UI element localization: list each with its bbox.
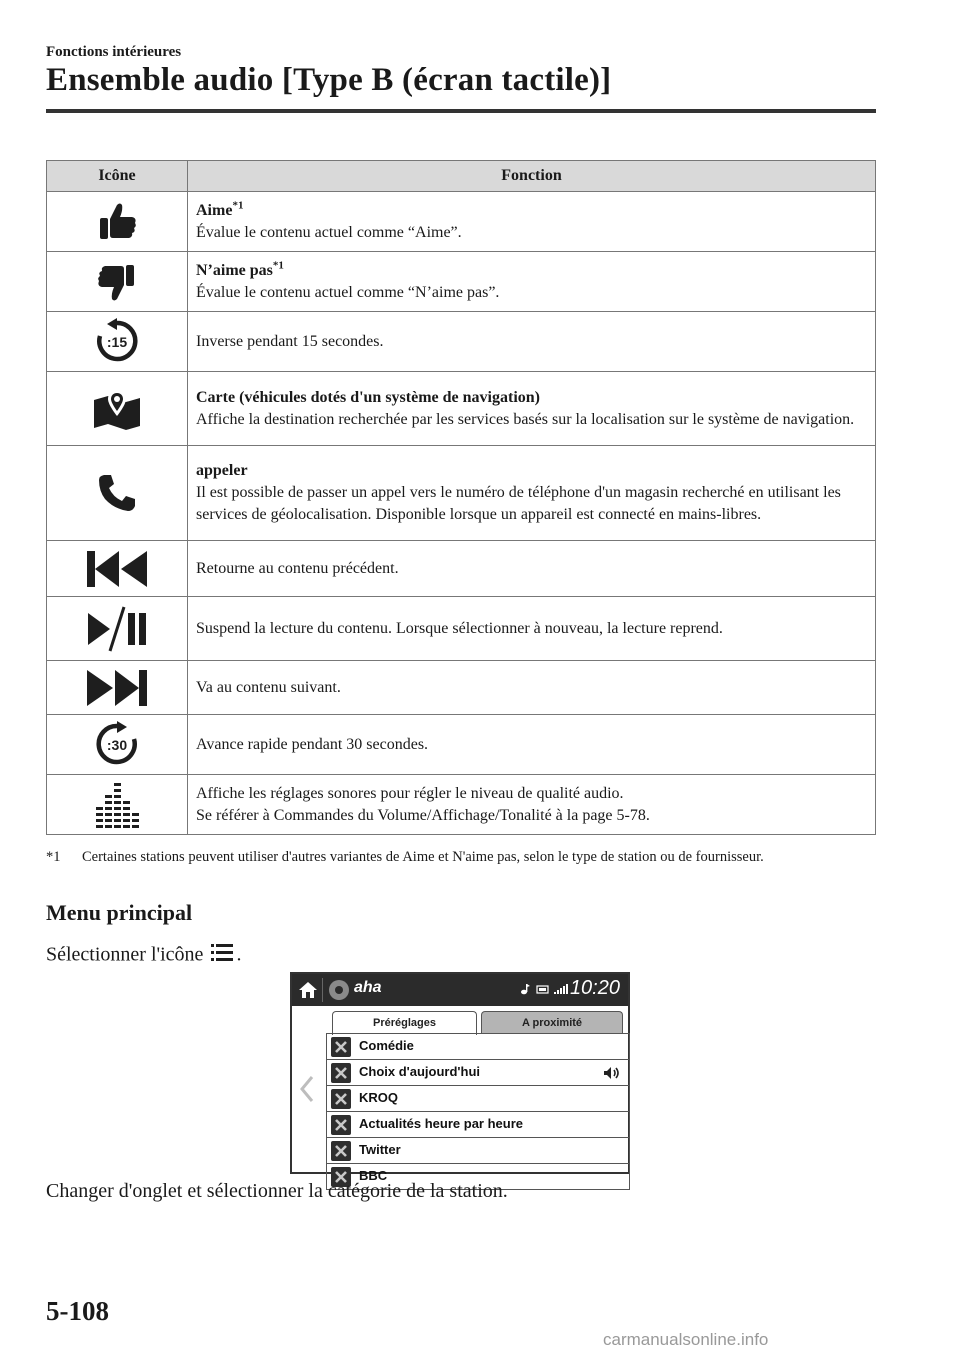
table-row <box>47 312 876 372</box>
function-description: Retourne au contenu précédent. <box>196 559 399 577</box>
footnote-ref: *1 <box>232 199 244 212</box>
play-pause-icon <box>47 603 187 655</box>
title-rule <box>46 109 876 113</box>
footnote-mark: *1 <box>46 849 61 865</box>
table-row <box>47 372 876 446</box>
menu-instruction <box>46 942 241 970</box>
function-description: Évalue le contenu actuel comme “N’aime pas”. <box>196 283 500 301</box>
app-name: aha <box>354 979 382 996</box>
delete-x-icon[interactable] <box>331 1037 351 1062</box>
table-row <box>47 446 876 541</box>
home-icon[interactable] <box>298 980 318 1005</box>
list-item[interactable] <box>326 1086 630 1112</box>
clock: 10:20 <box>569 977 620 999</box>
delete-x-icon[interactable] <box>331 1089 351 1114</box>
table-row <box>47 661 876 715</box>
instruction-suffix: . <box>236 943 242 966</box>
function-description: Va au contenu suivant. <box>196 678 341 696</box>
instruction-prefix: Sélectionner l'icône <box>46 943 204 966</box>
battery-icon <box>537 986 548 993</box>
station-name: KROQ <box>359 1090 398 1105</box>
menu-heading: Menu principal <box>46 900 193 925</box>
table-row <box>47 715 876 775</box>
station-name: Comédie <box>359 1038 414 1053</box>
delete-x-icon[interactable] <box>331 1141 351 1166</box>
function-description: Suspend la lecture du contenu. Lorsque sélectionner à nouveau, la lecture reprend. <box>196 619 723 637</box>
map-icon <box>47 386 187 432</box>
table-row <box>47 192 876 252</box>
speaker-icon <box>603 1066 621 1085</box>
function-description: Avance rapide pendant 30 secondes. <box>196 735 429 753</box>
function-description: Inverse pendant 15 secondes. <box>196 332 384 350</box>
function-title: Aime <box>196 201 233 219</box>
table-row <box>47 541 876 597</box>
delete-x-icon[interactable] <box>331 1063 351 1088</box>
status-icons <box>521 983 571 998</box>
previous-track-icon <box>47 549 187 589</box>
aha-logo-icon <box>329 980 349 1000</box>
function-description: Affiche la destination recherchée par les services basés sur la localisation sur le système de navigation. <box>196 410 855 428</box>
list-item[interactable] <box>326 1138 630 1164</box>
page-number: 5-108 <box>46 1296 109 1326</box>
signal-icon <box>554 984 568 994</box>
music-note-icon <box>521 984 530 994</box>
delete-x-icon[interactable] <box>331 1115 351 1140</box>
function-title: appeler <box>196 462 248 479</box>
screen-top-bar <box>292 974 628 1006</box>
tab-preregalges[interactable]: Préréglages <box>332 1011 477 1035</box>
function-title: Carte (véhicules dotés d'un système de navigation) <box>196 388 540 406</box>
page-title: Ensemble audio [Type B (écran tactile)] <box>46 62 612 98</box>
rewind-15-label: :15 <box>106 333 128 350</box>
footnote-ref: *1 <box>272 259 284 272</box>
chevron-left-icon[interactable] <box>298 1074 316 1109</box>
table-row <box>47 775 876 835</box>
equalizer-icon <box>47 781 187 829</box>
function-title: N’aime pas <box>196 261 273 279</box>
station-name: BBC <box>359 1168 388 1183</box>
watermark[interactable]: carmanualsonline.info <box>603 1330 769 1349</box>
list-item[interactable] <box>326 1112 630 1138</box>
station-name: Actualités heure par heure <box>359 1116 523 1131</box>
next-track-icon <box>47 668 187 708</box>
tab-a-proximite[interactable]: A proximité <box>481 1011 623 1033</box>
footnote <box>46 846 876 868</box>
thumbs-up-icon <box>47 201 187 243</box>
list-icon <box>210 942 234 970</box>
function-description: Il est possible de passer un appel vers le numéro de téléphone d'un magasin recherché en utilisant les services de géolocalisation. Disponible lorsque un appareil est connecté en mains-libres. <box>196 484 841 523</box>
list-item[interactable] <box>326 1060 630 1086</box>
top-bar-separator <box>322 978 323 1002</box>
station-list <box>326 1034 630 1190</box>
phone-icon <box>47 471 187 515</box>
list-item[interactable] <box>326 1034 630 1060</box>
column-header-function: Fonction <box>188 161 876 192</box>
thumbs-down-icon <box>47 261 187 303</box>
table-row <box>47 597 876 661</box>
footnote-text: Certaines stations peuvent utiliser d'autres variantes de Aime et N'aime pas, selon le type de station ou de fournisseur. <box>82 849 764 865</box>
table-header-row <box>47 161 876 192</box>
station-name: Choix d'aujourd'hui <box>359 1064 481 1079</box>
function-description: Évalue le contenu actuel comme “Aime”. <box>196 223 462 241</box>
function-description-reference: Se référer à Commandes du Volume/Affichage/Tonalité à la page 5-78. <box>196 806 650 824</box>
table-row <box>47 252 876 312</box>
caption: Changer d'onglet et sélectionner la catégorie de la station. <box>46 1180 508 1202</box>
forward-30-label: :30 <box>106 736 128 753</box>
icon-function-table <box>46 160 876 835</box>
aha-screen-screenshot <box>290 972 630 1183</box>
rewind-15-icon <box>47 317 187 367</box>
function-description: Affiche les réglages sonores pour régler le niveau de qualité audio. <box>196 784 624 802</box>
section-label: Fonctions intérieures <box>46 44 182 60</box>
column-header-icon: Icône <box>47 161 188 192</box>
station-name: Twitter <box>359 1142 401 1157</box>
forward-30-icon <box>47 720 187 770</box>
